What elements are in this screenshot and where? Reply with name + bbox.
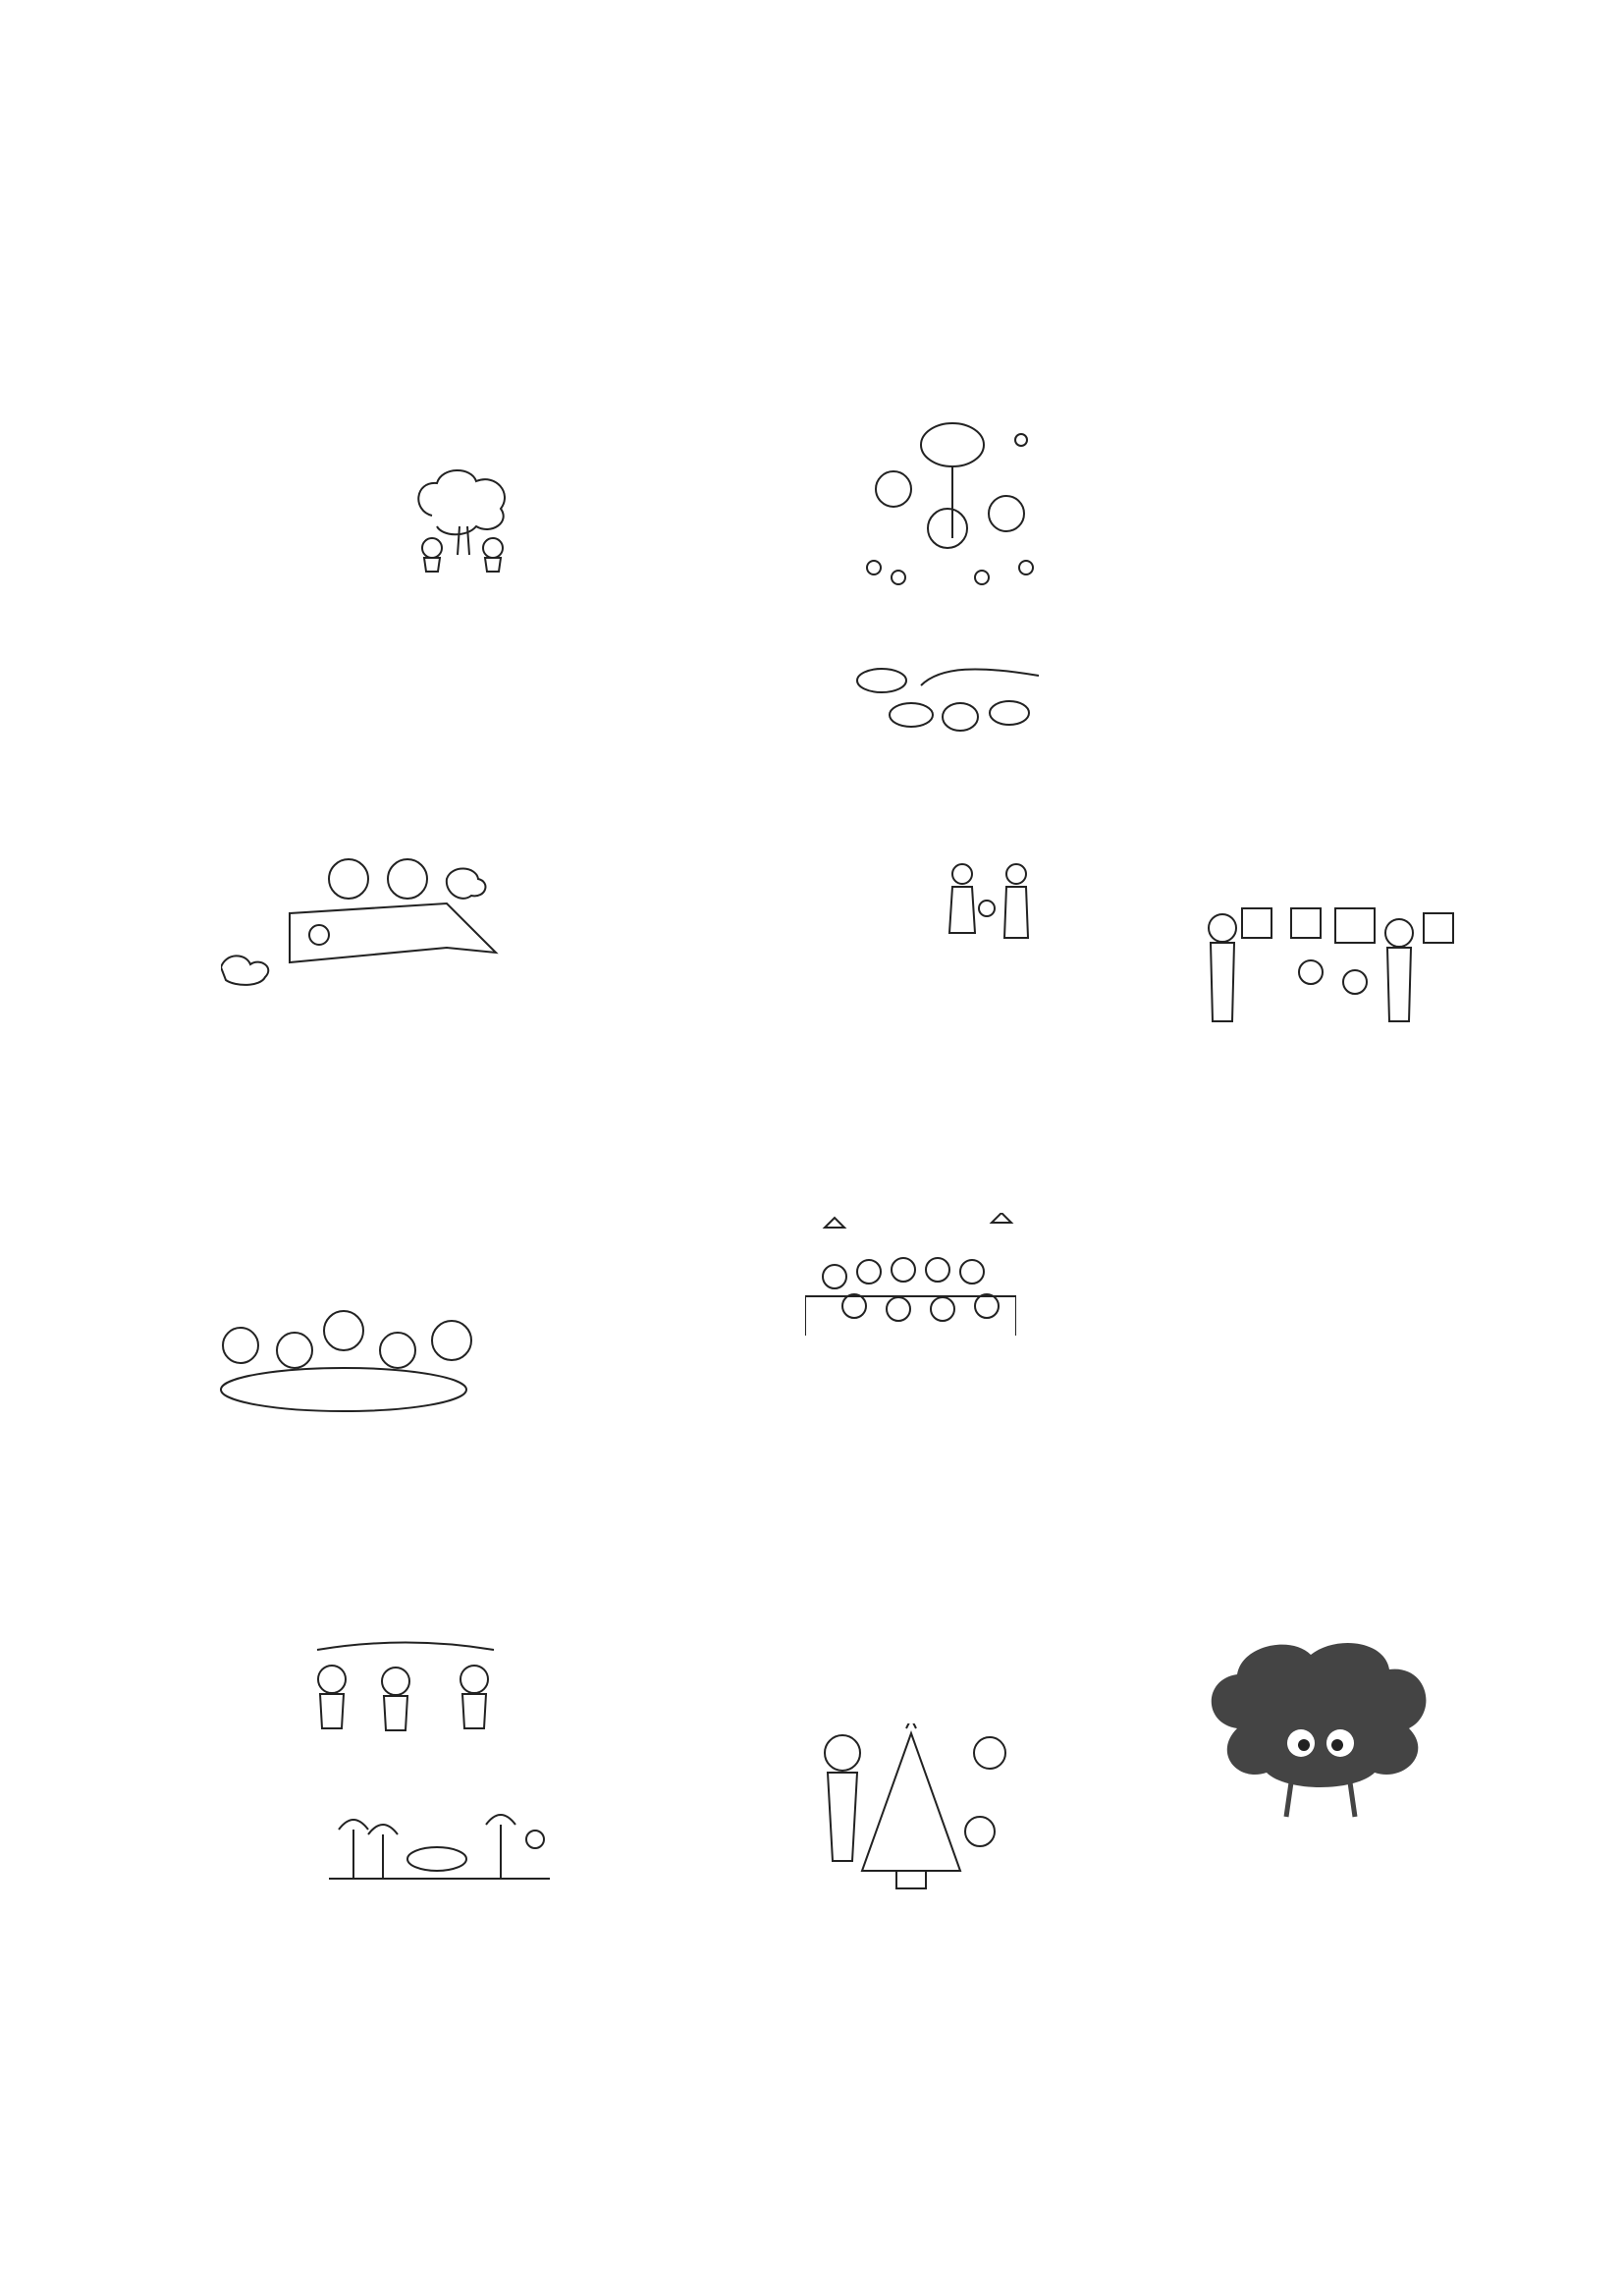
art-exhibition-illustration	[1203, 903, 1458, 1026]
family-illustration	[938, 859, 1051, 957]
mascot-logo	[1198, 1635, 1443, 1822]
cat-carp-illustration	[221, 845, 506, 987]
jungle-illustration	[324, 1805, 555, 1884]
rhythm-performance-illustration	[805, 1213, 1016, 1340]
tanabata-illustration	[312, 1640, 499, 1738]
ball-toss-illustration	[854, 420, 1051, 592]
christmas-illustration	[803, 1723, 1024, 1895]
tree-children-illustration	[403, 462, 525, 579]
sweet-potato-illustration	[852, 656, 1049, 739]
pool-animals-illustration	[196, 1296, 491, 1419]
